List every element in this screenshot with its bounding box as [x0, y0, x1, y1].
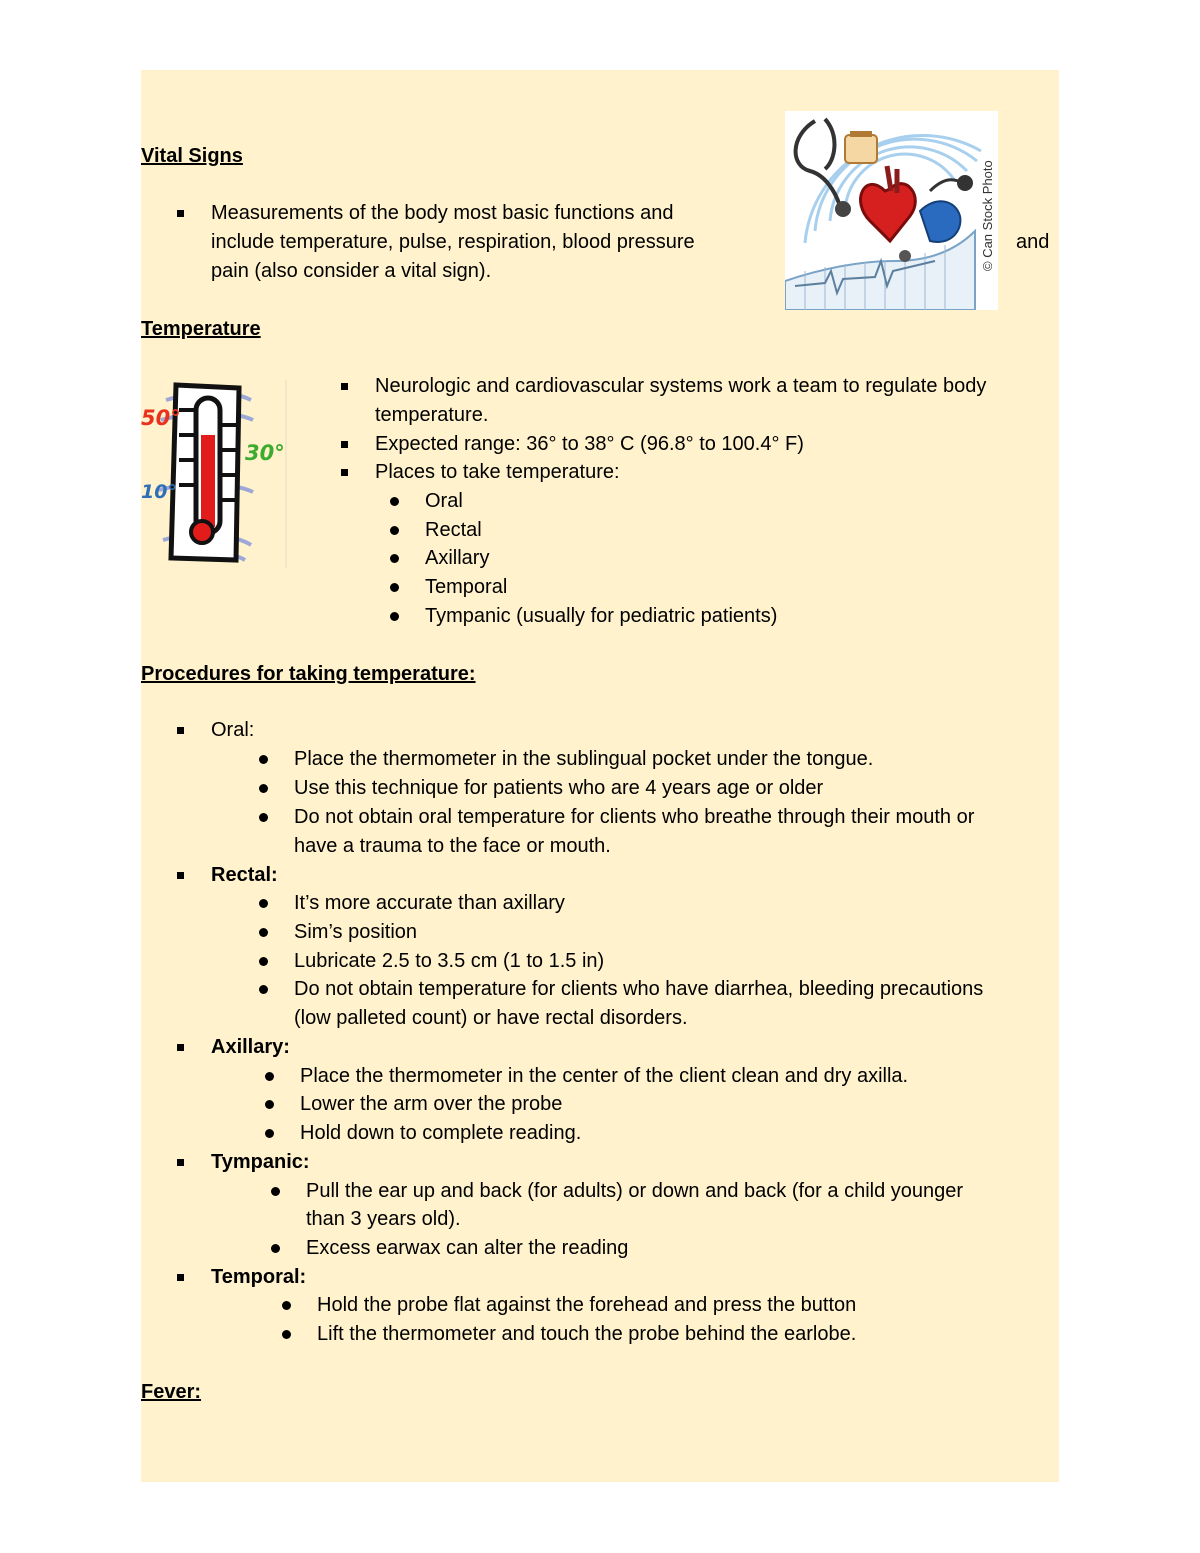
procedures-heading: Procedures for taking temperature: [141, 663, 476, 685]
vital-signs-line-2-tail: and [1016, 231, 1050, 253]
temperature-bullet-1: Neurologic and cardiovascular systems work a team to regulate body [375, 372, 986, 401]
temporal-label: Temporal: [211, 1263, 306, 1292]
temperature-bullet-2: Expected range: 36° to 38° C (96.8° to 100.4° F) [375, 430, 804, 459]
vital-signs-line-1: Measurements of the body most basic functions and [211, 199, 673, 228]
place-axillary: Axillary [425, 544, 489, 573]
rectal-item-4: Do not obtain temperature for clients who have diarrhea, bleeding precautions [294, 975, 983, 1004]
temperature-bullet-3: Places to take temperature: [375, 458, 620, 487]
oral-label: Oral: [211, 716, 254, 745]
temporal-item-2: Lift the thermometer and touch the probe behind the earlobe. [317, 1320, 856, 1349]
vital-signs-illustration-icon [785, 111, 998, 310]
oral-item-3-cont: have a trauma to the face or mouth. [294, 835, 611, 857]
thermometer-label-30: 30° [245, 441, 285, 465]
place-temporal: Temporal [425, 573, 507, 602]
axillary-item-3: Hold down to complete reading. [300, 1119, 581, 1148]
thermometer-label-50: 50° [141, 406, 181, 430]
tympanic-item-2: Excess earwax can alter the reading [306, 1234, 628, 1263]
vital-signs-heading: Vital Signs [141, 145, 243, 167]
rectal-item-1: It’s more accurate than axillary [294, 889, 565, 918]
temperature-heading: Temperature [141, 318, 261, 340]
temperature-bullet-1-cont: temperature. [375, 404, 489, 426]
vital-signs-line-3: pain (also consider a vital sign). [211, 260, 492, 282]
place-tympanic: Tympanic (usually for pediatric patients) [425, 602, 777, 631]
place-rectal: Rectal [425, 516, 482, 545]
axillary-item-2: Lower the arm over the probe [300, 1090, 562, 1119]
oral-item-1: Place the thermometer in the sublingual pocket under the tongue. [294, 745, 873, 774]
tympanic-label: Tympanic: [211, 1148, 310, 1177]
axillary-label: Axillary: [211, 1033, 290, 1062]
rectal-item-3: Lubricate 2.5 to 3.5 cm (1 to 1.5 in) [294, 947, 604, 976]
thermometer-label-10: 10° [141, 481, 177, 503]
watermark-text: © Can Stock Photo [980, 160, 995, 271]
temporal-item-1: Hold the probe flat against the forehead and press the button [317, 1291, 856, 1320]
oral-item-3: Do not obtain oral temperature for clients who breathe through their mouth or [294, 803, 974, 832]
axillary-item-1: Place the thermometer in the center of the client clean and dry axilla. [300, 1062, 908, 1091]
place-oral: Oral [425, 487, 463, 516]
rectal-item-2: Sim’s position [294, 918, 417, 947]
rectal-item-4-cont: (low palleted count) or have rectal disorders. [294, 1007, 688, 1029]
fever-heading: Fever: [141, 1381, 202, 1403]
rectal-label: Rectal: [211, 861, 278, 890]
thermometer-icon [141, 380, 291, 568]
tympanic-item-1: Pull the ear up and back (for adults) or down and back (for a child younger [306, 1177, 963, 1206]
tympanic-item-1-cont: than 3 years old). [306, 1208, 461, 1230]
oral-item-2: Use this technique for patients who are 4 years age or older [294, 774, 823, 803]
vital-signs-line-2: include temperature, pulse, respiration, blood pressure [211, 231, 695, 253]
